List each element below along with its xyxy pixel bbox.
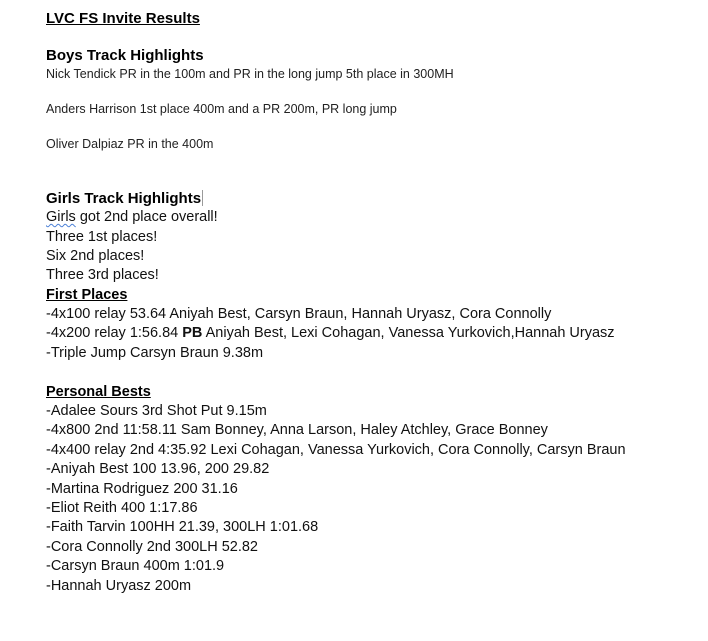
girls-summary-line: Three 1st places! [46,229,158,245]
text-cursor [202,190,203,206]
first-place-line: -4x100 relay 53.64 Aniyah Best, Carsyn Braun, Hannah Uryasz, Cora Connolly [46,306,552,322]
girls-summary-line: Three 3rd places! [46,267,159,283]
girls-heading [46,190,203,207]
personal-best-line: -Faith Tarvin 100HH 21.39, 300LH 1:01.68 [46,519,319,535]
relay-4x200-time: -4x200 relay 1:56.84 [46,325,183,341]
relay-4x200-names: Aniyah Best, Lexi Cohagan, Vanessa Yurkovich,Hannah Uryasz [202,325,615,341]
first-places-heading: First Places [46,287,128,303]
personal-best-line: -Martina Rodriguez 200 31.16 [46,481,238,497]
document-title: LVC FS Invite Results [46,10,200,27]
personal-best-line: -4x800 2nd 11:58.11 Sam Bonney, Anna Larson, Haley Atchley, Grace Bonney [46,422,548,438]
pb-label: PB [182,325,203,341]
personal-best-line: -Carsyn Braun 400m 1:01.9 [46,558,225,574]
boys-highlight-line: Oliver Dalpiaz PR in the 400m [46,137,214,151]
first-place-line: -Triple Jump Carsyn Braun 9.38m [46,345,264,361]
spellcheck-word[interactable]: Girls [46,209,76,225]
girls-summary-line: Six 2nd places! [46,248,145,264]
boys-heading: Boys Track Highlights [46,47,204,64]
boys-highlight-line: Anders Harrison 1st place 400m and a PR 200m, PR long jump [46,102,397,116]
girls-overall-rest: got 2nd place overall! [75,209,218,225]
personal-best-line: -Cora Connolly 2nd 300LH 52.82 [46,539,258,555]
personal-best-line: -Adalee Sours 3rd Shot Put 9.15m [46,403,267,419]
girls-heading-text: Girls Track Highlights [46,190,202,207]
personal-best-line: -Aniyah Best 100 13.96, 200 29.82 [46,461,270,477]
boys-highlight-line: Nick Tendick PR in the 100m and PR in the long jump 5th place in 300MH [46,67,454,81]
personal-bests-heading: Personal Bests [46,384,151,400]
girls-overall-line [46,209,218,225]
personal-best-line: -Eliot Reith 400 1:17.86 [46,500,198,516]
first-place-line [46,325,615,341]
personal-best-line: -4x400 relay 2nd 4:35.92 Lexi Cohagan, Vanessa Yurkovich, Cora Connolly, Carsyn Braun [46,442,626,458]
personal-best-line: -Hannah Uryasz 200m [46,578,192,594]
